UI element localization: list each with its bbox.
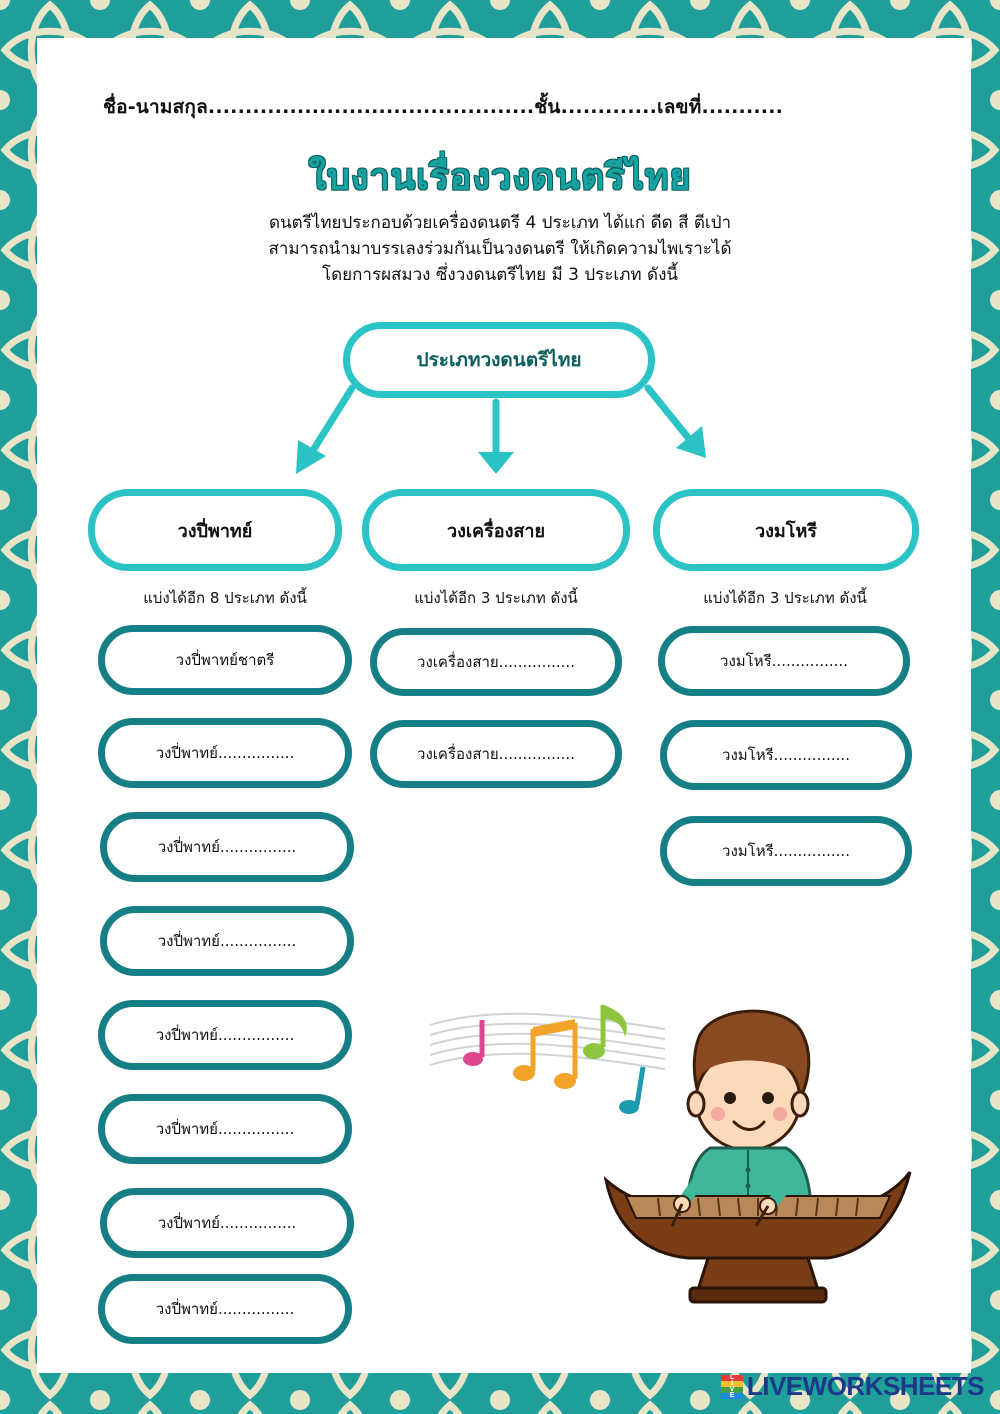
liveworksheets-watermark bbox=[721, 1371, 984, 1402]
answer-text: วงปี่พาทย์................ bbox=[155, 1120, 295, 1138]
answer-box[interactable] bbox=[658, 626, 910, 696]
answer-box[interactable] bbox=[98, 1000, 352, 1070]
group-box-piphat bbox=[88, 489, 342, 571]
logo-letter: L bbox=[721, 1375, 743, 1381]
answer-box[interactable] bbox=[660, 720, 912, 790]
answer-text: วงปี่พาทย์................ bbox=[155, 1026, 295, 1044]
group-box-khrueangsai bbox=[362, 489, 630, 571]
answer-text: วงปี่พาทย์ชาตรี bbox=[175, 651, 275, 669]
answer-box[interactable] bbox=[98, 1274, 352, 1344]
intro-line: ดนตรีไทยประกอบด้วยเครื่องดนตรี 4 ประเภท ได้แก่ ดีด สี ตีเป่า bbox=[268, 213, 732, 233]
boy-playing-ranat-ek-icon bbox=[598, 1000, 918, 1320]
answer-text: วงปี่พาทย์................ bbox=[157, 838, 297, 856]
answer-box[interactable] bbox=[370, 720, 622, 788]
intro-line: สามารถนำมาบรรเลงร่วมกันเป็นวงดนตรี ให้เกิดความไพเราะได้ bbox=[268, 239, 732, 259]
group-box-mahori bbox=[653, 489, 919, 571]
answer-text: วงเครื่องสาย................ bbox=[417, 745, 575, 763]
liveworksheets-logo-icon bbox=[721, 1375, 743, 1399]
answer-text: วงเครื่องสาย................ bbox=[417, 653, 575, 671]
answer-text: วงมโหรี................ bbox=[722, 842, 850, 860]
arrowhead-center bbox=[478, 452, 514, 474]
arrow-left bbox=[312, 388, 352, 452]
answer-text: วงปี่พาทย์................ bbox=[157, 932, 297, 950]
answer-text: วงมโหรี................ bbox=[722, 746, 850, 764]
answer-text: วงมโหรี................ bbox=[720, 652, 848, 670]
group-label: วงปี่พาทย์ bbox=[177, 520, 253, 542]
arrowhead-left bbox=[296, 440, 326, 474]
group-label: วงเครื่องสาย bbox=[447, 520, 545, 542]
answer-box[interactable] bbox=[100, 1188, 354, 1258]
logo-letter: I bbox=[721, 1381, 743, 1387]
group-note: แบ่งได้อีก 3 ประเภท ดังนี้ bbox=[414, 589, 578, 607]
page-title: ใบงานเรื่องวงดนตรีไทย bbox=[308, 157, 692, 198]
answer-text: วงปี่พาทย์................ bbox=[155, 1300, 295, 1318]
answer-box[interactable] bbox=[98, 1094, 352, 1164]
intro-line: โดยการผสมวง ซึ่งวงดนตรีไทย มี 3 ประเภท ดังนี้ bbox=[321, 265, 678, 285]
group-label: วงมโหรี bbox=[755, 520, 817, 542]
logo-letter: V bbox=[721, 1387, 743, 1393]
answer-box[interactable] bbox=[370, 628, 622, 696]
root-category-label: ประเภทวงดนตรีไทย bbox=[416, 349, 582, 371]
arrow-right bbox=[648, 388, 690, 440]
answer-box[interactable] bbox=[100, 812, 354, 882]
group-note: แบ่งได้อีก 3 ประเภท ดังนี้ bbox=[703, 589, 867, 607]
answer-box[interactable] bbox=[98, 718, 352, 788]
logo-letter: E bbox=[721, 1393, 743, 1399]
answer-text: วงปี่พาทย์................ bbox=[157, 1214, 297, 1232]
answer-box[interactable] bbox=[100, 906, 354, 976]
student-info-line: ชื่อ-นามสกุล............................................ชั้น.............เลขที่........... bbox=[103, 96, 784, 118]
group-note: แบ่งได้อีก 8 ประเภท ดังนี้ bbox=[143, 589, 307, 607]
watermark-text: LIVEWORKSHEETS bbox=[746, 1371, 984, 1401]
answer-box[interactable] bbox=[98, 625, 352, 695]
answer-box[interactable] bbox=[660, 816, 912, 886]
answer-text: วงปี่พาทย์................ bbox=[155, 744, 295, 762]
